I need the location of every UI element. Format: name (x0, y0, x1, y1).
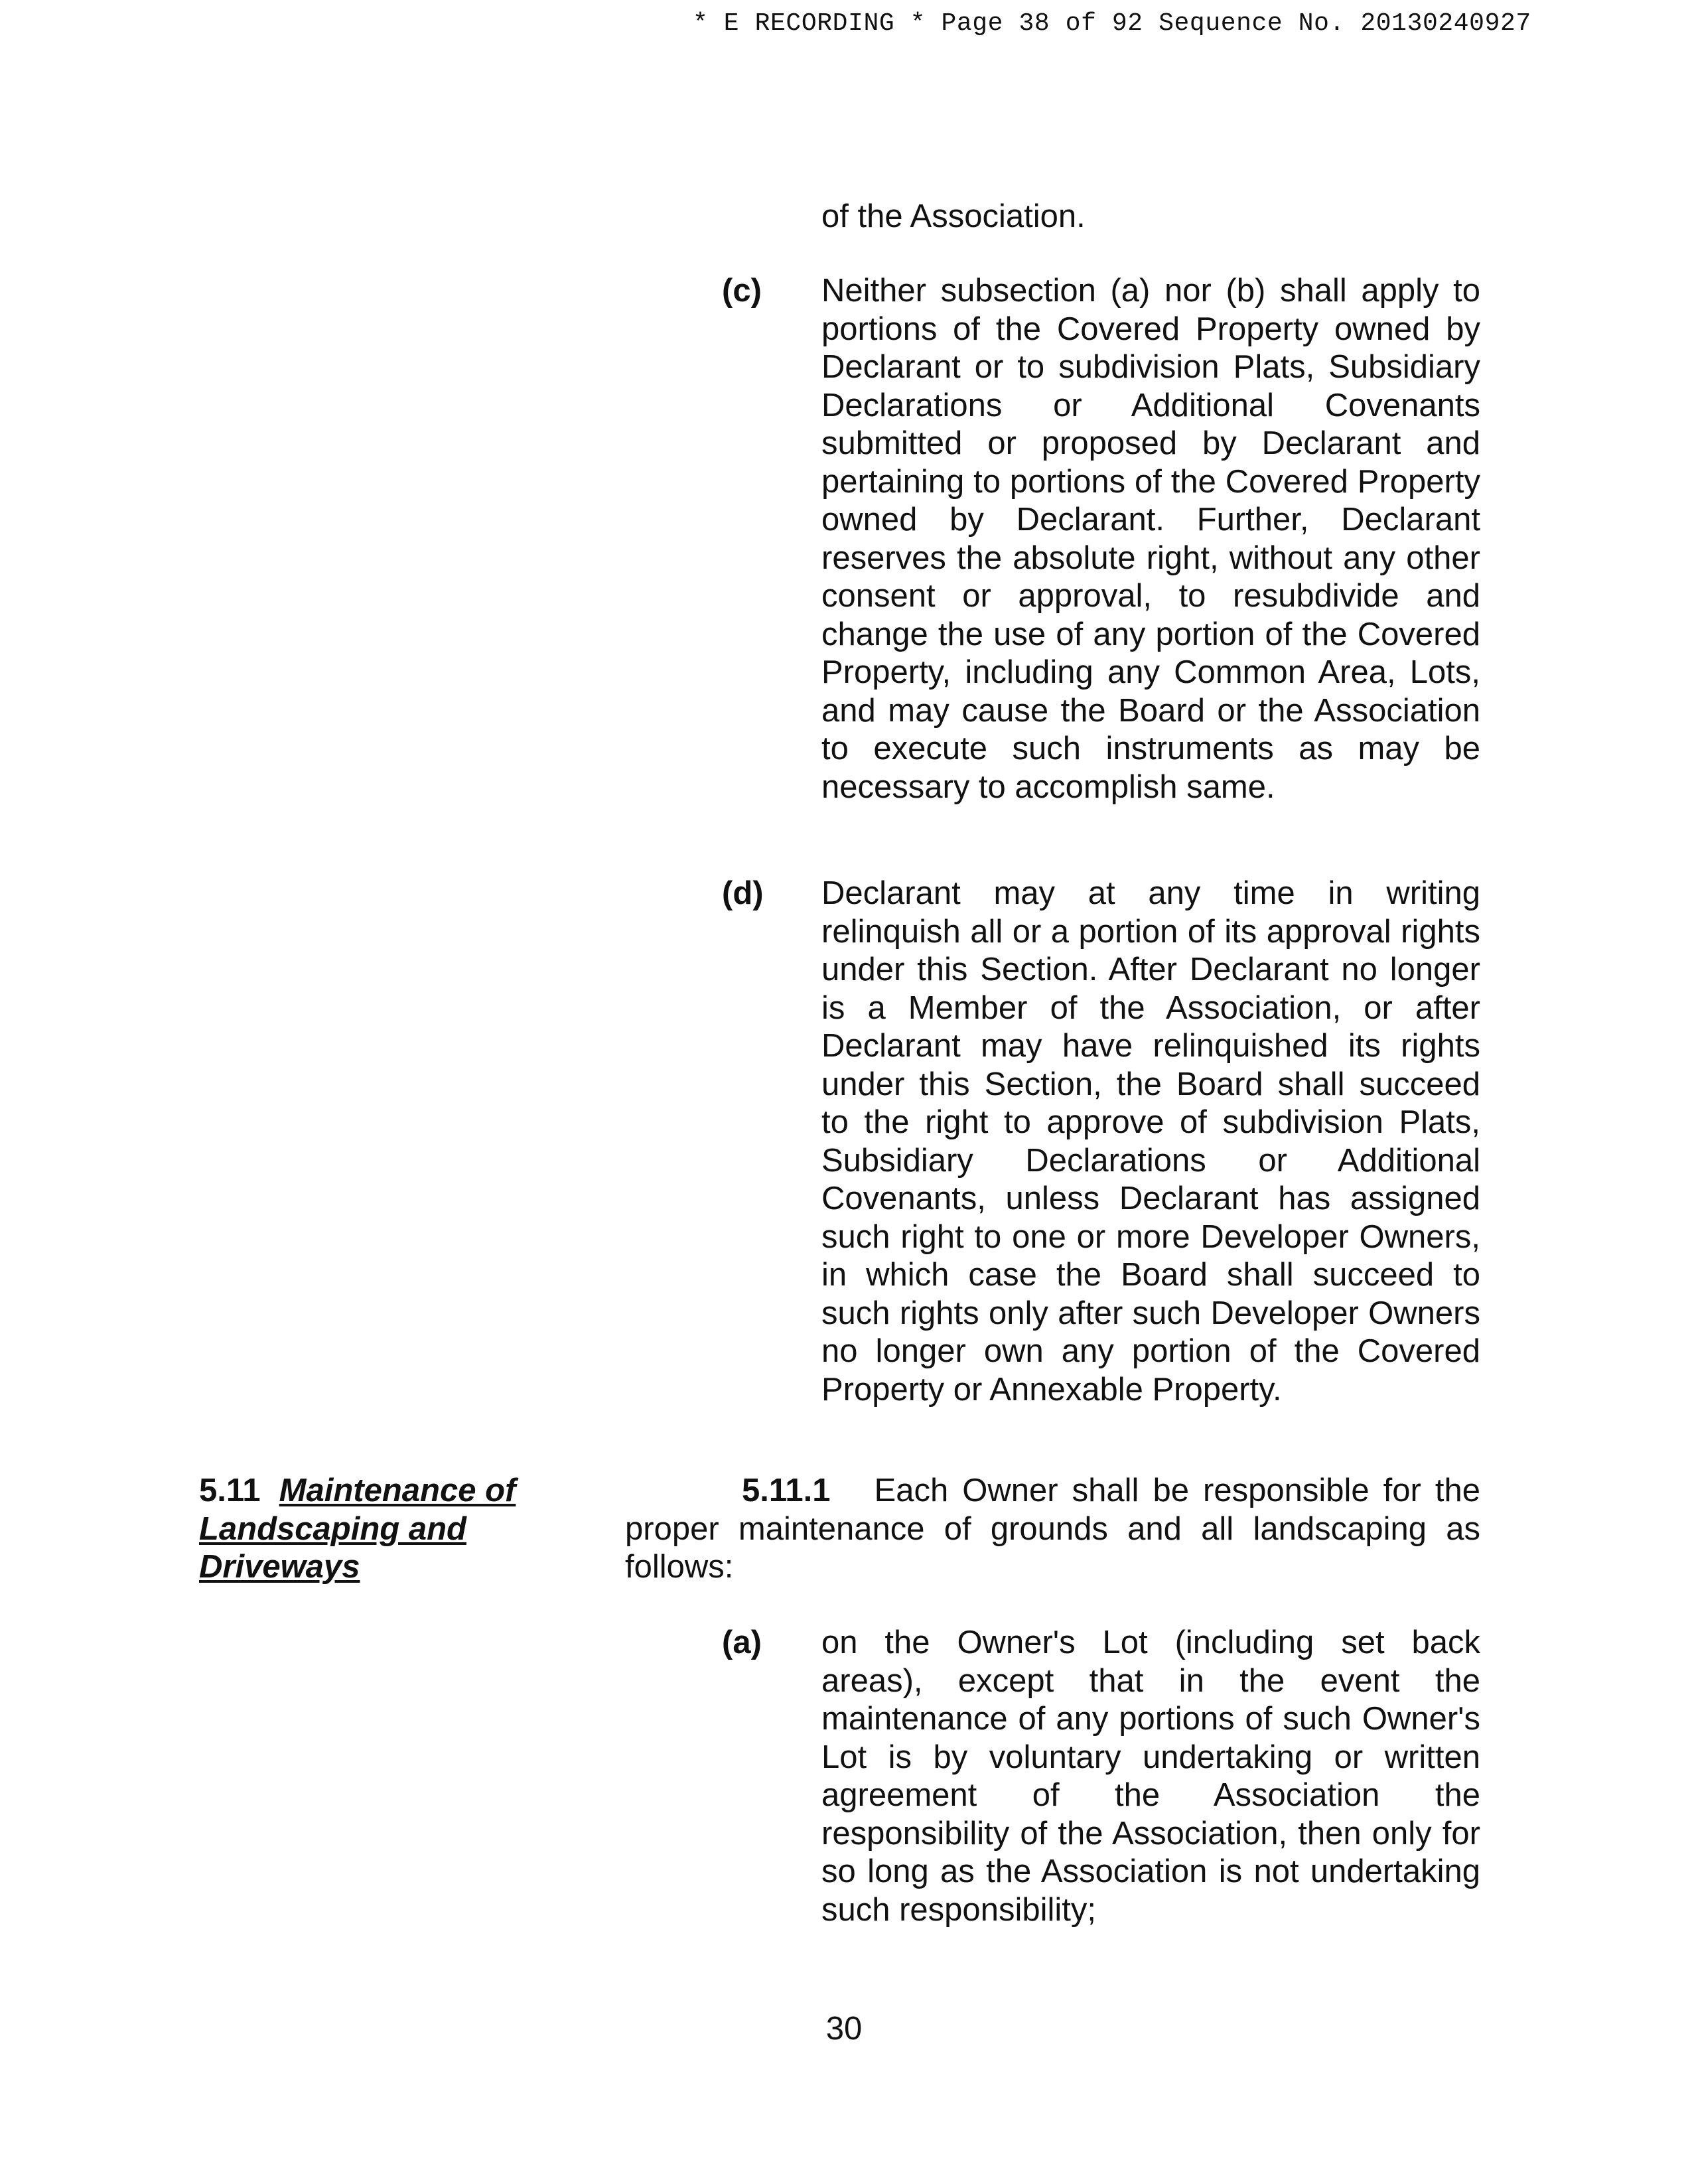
subsection-5-11-1-text: Each Owner shall be responsible for the proper maintenance of grounds and all landscaping as follows: (625, 1473, 1480, 1585)
section-number: 5.11 (199, 1473, 261, 1508)
subsection-d-text: Declarant may at any time in writing relinquish all or a portion of its approval rights under this Section. After Declarant no longer is a Member of the Association, or after Declarant may have relinquished its rights under this Section, the Board shall succeed to the right to approve of subdivision Plats, Subsidiary Declarations or Additional Covenants, unless Declarant has assigned such right to one or more Developer Owners, in which case the Board shall succeed to such rights only after such Developer Owners no longer own any portion of the Covered Property or Annexable Property. (821, 875, 1480, 1408)
page-number: 30 (825, 2011, 863, 2047)
section-5-11-heading (199, 1472, 610, 1587)
recording-stamp: * E RECORDING * Page 38 of 92 Sequence No. 20130240927 (693, 9, 1531, 38)
section-title: Maintenance of Landscaping and Driveways (199, 1473, 516, 1585)
item-a-label: (a) (722, 1625, 762, 1660)
subsection-c-text: Neither subsection (a) nor (b) shall apply to portions of the Covered Property owned by Declarant or to subdivision Plats, Subsidiary Declarations or Additional Covenants submitted or proposed by Declarant and pertaining to portions of the Covered Property owned by Declarant. Further, Declarant reserves the absolute right, without any other consent or approval, to resubdivide and change the use of any portion of the Covered Property, including any Common Area, Lots, and may cause the Board or the Association to execute such instruments as may be necessary to accomplish same. (821, 273, 1480, 805)
subsection-5-11-1-paragraph (625, 1472, 1480, 1587)
continued-text: of the Association. (821, 198, 1086, 234)
subsection-5-11-1-number: 5.11.1 (742, 1473, 831, 1508)
item-a-text: on the Owner's Lot (including set back areas), except that in the event the maintenance of any portions of such Owner's Lot is by voluntary undertaking or written agreement of the Association the responsibility of the Association, then only for so long as the Association is not undertaking such responsibility; (821, 1625, 1480, 1928)
subsection-c-label: (c) (722, 273, 762, 309)
subsection-d-label: (d) (722, 875, 764, 911)
